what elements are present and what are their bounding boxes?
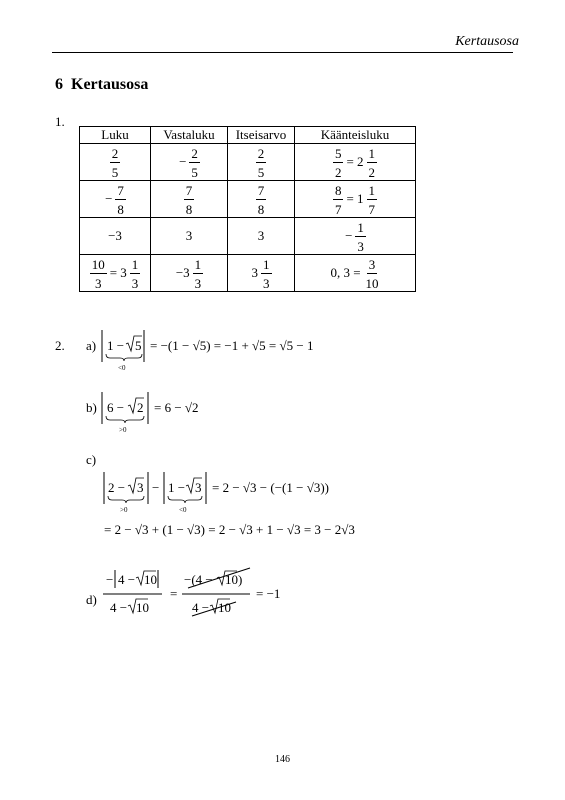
- table-cell: 0, 3 = $\frac{3}{10}$: [295, 255, 416, 292]
- table-cell: −3 $\frac{1}{3}$: [151, 255, 228, 292]
- brace-note: <0: [118, 364, 126, 372]
- svg-text:1 −: 1 −: [168, 480, 186, 495]
- part-b-expression: [100, 388, 260, 438]
- svg-text:4 −: 4 −: [192, 600, 210, 615]
- part-c-line-1: [100, 468, 400, 518]
- header-kaanteisluku: Käänteisluku: [295, 127, 416, 144]
- running-header-title: Kertausosa: [455, 34, 519, 49]
- svg-text:3: 3: [137, 480, 144, 495]
- part-d-expression: [100, 562, 310, 626]
- brace-note: <0: [179, 506, 187, 514]
- part-b-rhs: = 6 − √2: [154, 400, 199, 415]
- number-table: [79, 126, 416, 292]
- part-a-expression: [100, 326, 350, 376]
- part-c-label: c): [86, 452, 97, 467]
- table-cell: − $\frac{7}{8}$: [80, 181, 151, 218]
- page-number: 146: [275, 754, 290, 765]
- header-vastaluku: Vastaluku: [151, 127, 228, 144]
- table-cell: $\frac{7}{8}$: [228, 181, 295, 218]
- svg-text:−: −: [152, 480, 160, 495]
- problem-1-label: 1.: [55, 114, 65, 129]
- part-a-label: a): [86, 338, 97, 353]
- svg-text:4 −: 4 −: [118, 572, 136, 587]
- part-a-rhs: = −(1 − √5) = −1 + √5 = √5 − 1: [150, 338, 314, 353]
- problem-2-label: 2.: [55, 338, 65, 353]
- svg-text:10): 10): [225, 572, 243, 587]
- table-cell: $\frac{10}{3}$ = 3 $\frac{1}{3}$: [80, 255, 151, 292]
- table-row: [80, 181, 416, 218]
- table-cell: 3: [228, 218, 295, 255]
- svg-text:3: 3: [195, 480, 202, 495]
- svg-text:10: 10: [136, 600, 149, 615]
- svg-text:4 −: 4 −: [110, 600, 128, 615]
- table-row: [80, 144, 416, 181]
- table-cell: $\frac{2}{5}$: [228, 144, 295, 181]
- svg-text:−: −: [106, 572, 114, 587]
- svg-text:10: 10: [218, 600, 231, 615]
- table-cell: $\frac{5}{2}$ = 2 $\frac{1}{2}$: [295, 144, 416, 181]
- table-cell: $\frac{7}{8}$: [151, 181, 228, 218]
- table-header-row: [80, 127, 416, 144]
- header-itseisarvo: Itseisarvo: [228, 127, 295, 144]
- svg-text:10: 10: [144, 572, 157, 587]
- table-row: [80, 255, 416, 292]
- brace-note: >0: [120, 506, 128, 514]
- header-rule: [52, 52, 513, 53]
- table-cell: − $\frac{1}{3}$: [295, 218, 416, 255]
- svg-text:=: =: [170, 586, 178, 601]
- svg-text:5: 5: [135, 338, 142, 353]
- table-cell: 3 $\frac{1}{3}$: [228, 255, 295, 292]
- svg-text:6 −: 6 −: [107, 400, 125, 415]
- table-row: [80, 218, 416, 255]
- brace-note: >0: [119, 426, 127, 434]
- table-cell: −3: [80, 218, 151, 255]
- svg-text:−(4 −: −(4 −: [184, 572, 213, 587]
- part-c-line-1-rhs: = 2 − √3 − (−(1 − √3)): [212, 480, 329, 495]
- header-luku: Luku: [80, 127, 151, 144]
- section-title: Kertausosa: [71, 76, 149, 93]
- part-d-label: d): [86, 592, 97, 607]
- part-c-line-2: = 2 − √3 + (1 − √3) = 2 − √3 + 1 − √3 = 3 − 2√3: [104, 522, 355, 537]
- table-cell: $\frac{2}{5}$: [80, 144, 151, 181]
- svg-text:2: 2: [137, 400, 144, 415]
- table-cell: − $\frac{2}{5}$: [151, 144, 228, 181]
- svg-text:1 −: 1 −: [107, 338, 125, 353]
- part-b-label: b): [86, 400, 97, 415]
- svg-text:2 −: 2 −: [108, 480, 126, 495]
- table-cell: $\frac{8}{7}$ = 1 $\frac{1}{7}$: [295, 181, 416, 218]
- table-cell: 3: [151, 218, 228, 255]
- section-number: 6: [55, 76, 63, 93]
- section-heading: [55, 76, 148, 94]
- part-d-result: = −1: [256, 586, 281, 601]
